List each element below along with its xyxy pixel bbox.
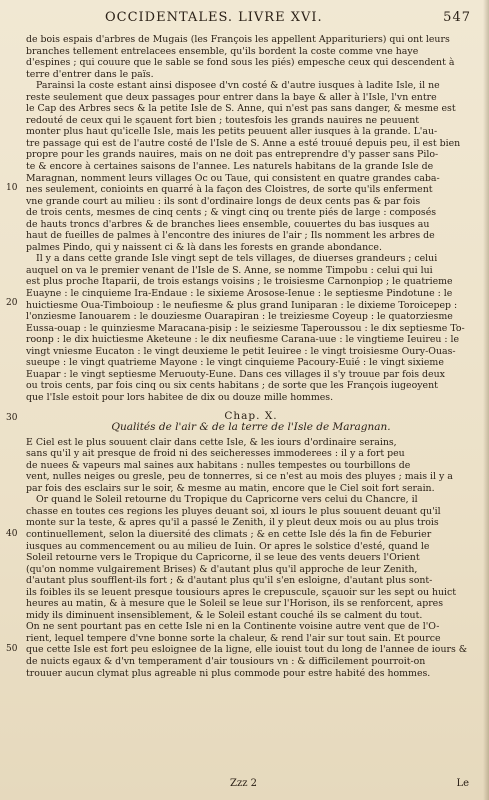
running-title: OCCIDENTALES. LIVRE XVI. xyxy=(105,10,323,25)
text-line: Or quand le Soleil retourne du Tropique du Capricorne vers celui du Chancre, il xyxy=(36,494,418,506)
text-line: de nuees & vapeurs mal saines aux habitans : nulles tempestes ou tourbillons de xyxy=(26,459,411,471)
text-line: de trois cents, mesmes de cinq cents ; & vingt cinq ou trente piés de large : composés xyxy=(26,207,437,219)
text-line: de bois espais d'arbres de Mugais (les François les appellent Apparituriers) qui ont leurs xyxy=(26,34,450,45)
text-line: palmes Pindo, qui y naissent ci & là dans les forests en grande abondance. xyxy=(26,241,382,253)
text-line: E Ciel est le plus souuent clair dans cette Isle, & les iours d'ordinaire serains, xyxy=(26,436,397,448)
margin-line-number: 40 xyxy=(6,529,18,539)
chapter-subtitle: Qualités de l'air & de la terre de l'Isle de Maragnan. xyxy=(111,421,391,434)
text-line: chasse en toutes ces regions les pluyes deuant soi, xl iours le plus souuent deuant qu'il xyxy=(26,505,441,517)
text-line: haut de fueilles de palmes à l'encontre des iniures de l'air ; Ils nomment les arbres de xyxy=(26,230,435,242)
text-line: l'onziesme Ianouarem : le douziesme Ouarapiran : le treiziesme Coyeup : le quatorziesme xyxy=(26,311,453,323)
text-line: terre d'entrer dans le païs. xyxy=(26,68,154,80)
chapter-heading: Chap. X. xyxy=(224,409,278,422)
text-line: vingt vniesme Eucaton : le vingt deuxieme le petit Ieuiree : le vingt troisiesme Oury-Ouas- xyxy=(26,345,456,357)
chapter-paragraphs xyxy=(26,437,476,679)
text-line: Euapar : le vingt septiesme Meruouty-Eune. Dans ces villages il s'y trouue par fois deux xyxy=(26,368,445,380)
text-line: huictiesme Oua-Timboioup : le neufiesme & plus grand Iuniparan : le dixieme Toroicepep : xyxy=(26,299,458,311)
text-line: auquel on va le premier venant de l'Isle de S. Anne, se nomme Timpobu : celui qui lui xyxy=(26,264,433,276)
margin-line-number: 30 xyxy=(6,413,18,423)
text-line: Euayne : le cinquieme Ira-Endaue : le sixieme Arosose-Ienue : le septiesme Pindotune : le xyxy=(26,288,453,300)
paragraph xyxy=(26,494,476,679)
text-line: monter plus haut qu'icelle Isle, mais les petits peuuent aller iusques à la grande. L'au- xyxy=(26,126,438,138)
text-line: Il y a dans cette grande Isle vingt sept de tels villages, de diuerses grandeurs ; celui xyxy=(36,253,438,265)
page-number: 547 xyxy=(443,10,471,25)
margin-line-number: 10 xyxy=(6,183,18,193)
text-line: par fois des esclairs sur le soir, & mesme au matin, encore que le Ciel soit fort serain. xyxy=(26,482,435,494)
body-paragraphs xyxy=(26,34,476,404)
text-line: le Cap des Arbres secs & la petite Isle de S. Anne, qui n'est pas sans danger, & mesme est xyxy=(26,103,456,115)
text-line: heures au matin, & à mesure que le Soleil se leue sur l'Horison, ils se renforcent, apres xyxy=(26,598,444,610)
text-line: tre passage qui est de l'autre costé de l'Isle de S. Anne a esté trouué depuis peu, il est bien xyxy=(26,137,461,149)
paragraph xyxy=(26,34,476,80)
text-line: d'espines ; qui couure que le sable se fond sous les piés) empesche ceux qui descendent à xyxy=(26,57,455,69)
text-line: continuellement, selon la diuersité des climats ; & en cette Isle dés la fin de Feburier xyxy=(26,528,432,540)
text-line: branches tellement entrelacees ensemble, qu'ils bordent la coste comme vne haye xyxy=(26,45,419,57)
catchword: Le xyxy=(456,778,469,789)
text-line: rient, lequel tempere d'vne bonne sorte la chaleur, & rend l'air sur tout sain. Et pource xyxy=(26,632,441,644)
page-edge-shadow xyxy=(483,0,489,800)
text-line: ou trois cents, par fois cinq ou six cents habitans ; de sorte que les François iugeoyent xyxy=(26,380,438,392)
text-line: On ne sent pourtant pas en cette Isle ni en la Continente voisine autre vent que de l'O- xyxy=(26,621,440,633)
text-line: Maragnan, nomment leurs villages Oc ou Taue, qui consistent en quatre grandes caba- xyxy=(26,172,440,184)
text-line: de nuicts egaux & d'vn temperament d'air tousiours vn : & difficilement pourroit-on xyxy=(26,655,426,667)
margin-line-number: 20 xyxy=(6,298,18,308)
text-line: nes seulement, conioints en quarré à la façon des Cloistres, de sorte qu'ils enferment xyxy=(26,184,433,196)
text-line: Soleil retourne vers le Tropique du Capricorne, il se leue des vents deuers l'Orient xyxy=(26,552,420,564)
paragraph xyxy=(26,80,476,253)
margin-line-number: 50 xyxy=(6,644,18,654)
paragraph xyxy=(26,253,476,403)
text-line: d'autant plus soufflent-ils fort ; & d'autant plus qu'il s'en esloigne, d'autant plus sont- xyxy=(26,575,433,587)
text-line: vent, nulles neiges ou gresle, peu de tonnerres, si ce n'est au mois des pluyes ; mais il y a xyxy=(26,471,453,483)
text-line: midy ils diminuent insensiblement, & le Soleil estant couché ils se calment du tout. xyxy=(26,609,423,621)
text-line: roonp : le dix huictiesme Aketeune : le dix neufiesme Carana-uue : le vingtieme Ieuireu : le xyxy=(26,334,460,346)
text-line: Parainsi la coste estant ainsi disposee d'vn costé & d'autre iusques à ladite Isle, il ne xyxy=(36,80,440,92)
page-footer xyxy=(0,778,489,792)
text-line: vne grande court au milieu : ils sont d'ordinaire longs de deux cents pas & par fois xyxy=(26,195,421,207)
main-text xyxy=(26,34,476,679)
text-line: te & encore à certaines saisons de l'annee. Les naturels habitans de la grande Isle de xyxy=(26,161,434,173)
text-line: propre pour les grands nauires, mais on ne doit pas entreprendre d'y passer sans Pilo- xyxy=(26,149,439,161)
text-line: (qu'on nomme vulgairement Brises) & d'autant plus qu'il approche de leur Zenith, xyxy=(26,563,418,575)
text-line: est plus proche Itaparii, de trois estangs voisins ; le troisiesme Carnonpiop ; le quatrieme xyxy=(26,276,453,288)
text-line: iusques au commencement ou au milieu de Iuin. Or apres le solstice d'esté, quand le xyxy=(26,540,430,552)
text-line: redouté de ceux qui le sçauent fort bien ; toutesfois les grands nauires ne peuuent xyxy=(26,114,420,126)
paragraph xyxy=(26,437,476,495)
signature-mark: Zzz 2 xyxy=(230,778,258,789)
page-header xyxy=(0,10,489,32)
text-line: reste seulement que deux passages pour entrer dans la baye & aller à l'Isle, l'vn entre xyxy=(26,91,437,103)
text-line: ils foibles ils se leuent presque tousiours apres le crepuscule, sçauoir sur les sept ou huict xyxy=(26,586,457,598)
text-line: monte sur la teste, & apres qu'il a passé le Zenith, il y pleut deux mois ou au plus trois xyxy=(26,517,439,529)
text-line: Eussa-ouap : le quinziesme Maracana-pisip : le seiziesme Taperoussou : le dix septiesme To- xyxy=(26,322,465,334)
text-line: que cette Isle est fort peu esloignee de la ligne, elle iouist tout du long de l'annee de iours & xyxy=(26,644,468,656)
text-line: trouuer aucun clymat plus agreable ni plus commode pour estre habité des hommes. xyxy=(26,667,431,679)
text-line: sans qu'il y ait presque de froid ni des seicheresses immoderees : il y a fort peu xyxy=(26,448,405,460)
text-line: sueupe : le vingt quatrieme Mayone : le vingt cinquieme Pacoury-Euié : le vingt sixieme xyxy=(26,357,444,369)
text-line: que l'Isle estoit pour lors habitee de dix ou douze mille hommes. xyxy=(26,391,334,403)
text-line: de hauts troncs d'arbres & de branches liees ensemble, couuertes du bas iusques au xyxy=(26,218,430,230)
